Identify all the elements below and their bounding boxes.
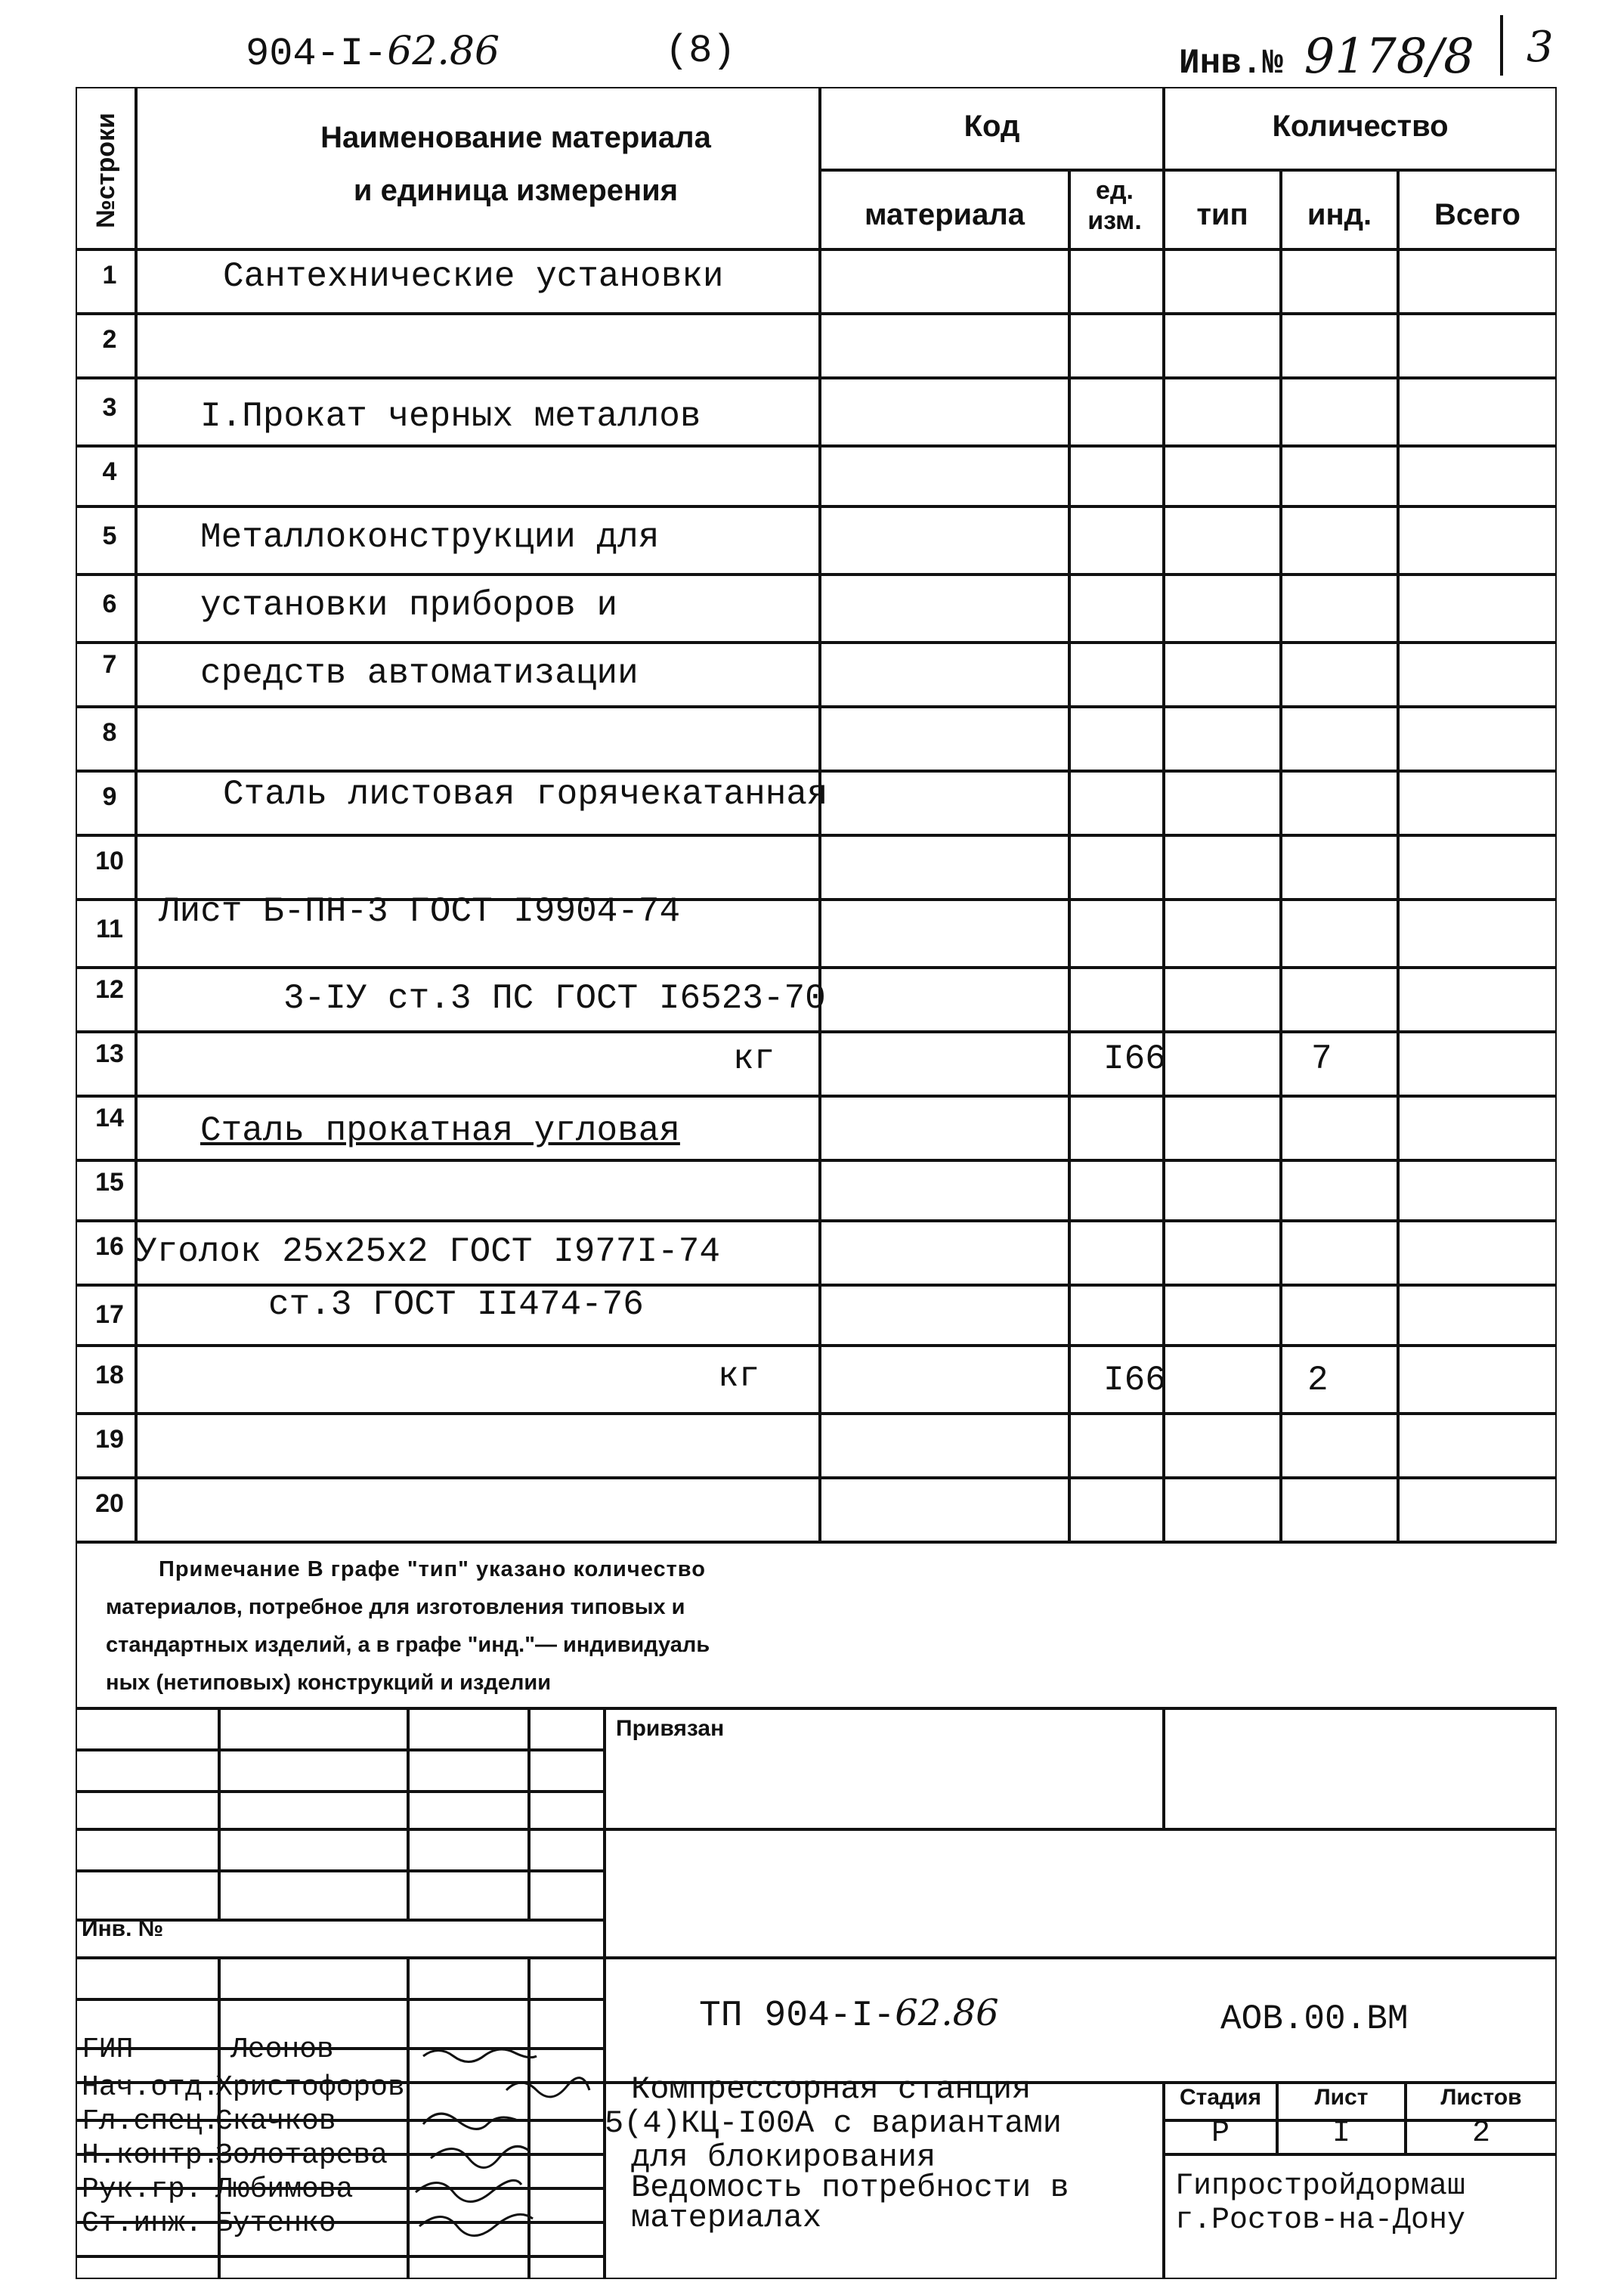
row-number: 19 xyxy=(95,1425,124,1454)
title-line: Компрессорная станция xyxy=(631,2071,1032,2108)
row-number: 9 xyxy=(102,782,117,811)
page-number: 3 xyxy=(1527,23,1554,72)
staff-name: Скачков xyxy=(215,2105,336,2138)
row-text: Сталь листовая горячекатанная xyxy=(223,775,828,814)
title-line: 5(4)КЦ-I00А с вариантами xyxy=(605,2105,1062,2142)
row-text: 3-IУ ст.3 ПС ГОСТ I6523-70 xyxy=(283,979,826,1018)
staff-name: Любимова xyxy=(215,2173,354,2206)
row-text: Лист Б-ПН-3 ГОСТ I9904-74 xyxy=(159,892,681,931)
doc-code-bottom: ТП 904-I-62.86 xyxy=(699,1992,999,2036)
row-text: Уголок 25х25х2 ГОСТ I977I-74 xyxy=(136,1232,720,1271)
inventory-label: Инв.№ xyxy=(1179,44,1284,83)
row-number: 15 xyxy=(95,1168,124,1197)
staff-role: Н.контр. xyxy=(82,2139,220,2172)
row-text: средств автоматизации xyxy=(200,654,639,693)
doc-code-hand: 62.86 xyxy=(387,29,500,74)
doc-code-prefix: 904-I- xyxy=(246,32,388,76)
staff-name: Христофоров xyxy=(215,2071,405,2104)
column-header-total: Всего xyxy=(1434,198,1520,231)
stage-label: Стадия xyxy=(1179,2085,1262,2110)
row-number: 6 xyxy=(102,590,117,618)
row-number: 4 xyxy=(102,457,117,486)
sheet-label: Лист xyxy=(1314,2085,1369,2110)
org-line: Гипростройдормаш xyxy=(1175,2170,1466,2204)
row-number: 18 xyxy=(95,1361,124,1389)
row-text: Сталь прокатная угловая xyxy=(200,1111,680,1151)
row-number: 3 xyxy=(102,393,117,422)
row-text: Сантехнические установки xyxy=(223,257,724,296)
row-text: ст.3 ГОСТ II474-76 xyxy=(268,1285,644,1324)
row-number: 20 xyxy=(95,1489,124,1518)
sheet-value: I xyxy=(1332,2117,1350,2151)
inventory-number xyxy=(1179,29,1474,85)
row-number: 10 xyxy=(95,847,124,875)
row-ind: 2 xyxy=(1307,1361,1329,1400)
sheets-value: 2 xyxy=(1471,2117,1490,2151)
staff-name: Золотарева xyxy=(215,2139,388,2172)
row-ind: 7 xyxy=(1311,1039,1332,1079)
column-header-qty: Количество xyxy=(1272,110,1449,143)
row-number: 11 xyxy=(96,915,123,943)
row-number: 5 xyxy=(102,522,117,550)
column-header-material: материала xyxy=(864,198,1025,231)
title-line: материалах xyxy=(631,2200,822,2236)
staff-role: Рук.гр. xyxy=(82,2173,203,2206)
row-number: 2 xyxy=(102,325,117,354)
row-text: Металлоконструкции для xyxy=(200,518,660,557)
column-header-name-1: Наименование материала xyxy=(320,121,711,154)
staff-role: Нач.отд. xyxy=(82,2071,220,2104)
sheets-label: Листов xyxy=(1440,2085,1522,2110)
row-code-unit: I66 xyxy=(1103,1361,1166,1400)
staff-name: Бутенко xyxy=(215,2207,336,2240)
staff-role: ГИП xyxy=(82,2033,134,2066)
note-line: ных (нетиповых) конструкций и изделии xyxy=(106,1671,552,1695)
stage-value: Р xyxy=(1211,2117,1230,2151)
inventory-value: 9178/8 xyxy=(1304,29,1474,85)
org-line: г.Ростов-на-Дону xyxy=(1175,2204,1466,2238)
row-number: 16 xyxy=(95,1232,124,1261)
note-line: Примечание В графе "тип" указано количество xyxy=(159,1557,706,1581)
row-number: 12 xyxy=(95,975,124,1004)
signatures xyxy=(408,2041,597,2241)
note-line: стандартных изделий, а в графе "инд."— индивидуаль xyxy=(106,1633,710,1657)
note-line: материалов, потребное для изготовления типовых и xyxy=(106,1595,685,1619)
header-divider xyxy=(1500,15,1503,76)
column-header-unit: ед. изм. xyxy=(1087,176,1142,235)
title-line: Ведомость потребности в xyxy=(631,2170,1069,2206)
column-header-code: Код xyxy=(964,110,1020,143)
row-unit: кг xyxy=(733,1039,775,1079)
row-number: 1 xyxy=(102,261,117,290)
column-header-ind: инд. xyxy=(1307,198,1372,231)
row-text: I.Прокат черных металлов xyxy=(200,397,701,436)
row-number: 8 xyxy=(102,718,117,747)
sheet-number: (8) xyxy=(665,29,736,73)
row-text: установки приборов и xyxy=(200,586,618,625)
row-number: 14 xyxy=(95,1104,124,1132)
row-number: 17 xyxy=(95,1300,124,1329)
staff-name: Леонов xyxy=(230,2033,334,2066)
doc-code-header xyxy=(246,29,500,76)
column-header-name-2: и единица измерения xyxy=(353,174,679,207)
row-number: 7 xyxy=(102,650,117,679)
inventory-label-bottom: Инв. № xyxy=(82,1916,164,1941)
column-header-rownum: №строки xyxy=(91,112,120,228)
row-code-unit: I66 xyxy=(1103,1039,1166,1079)
doc-mark: АОВ.00.ВМ xyxy=(1220,1999,1409,2039)
row-unit: кг xyxy=(718,1357,760,1396)
staff-role: Ст.инж. xyxy=(82,2207,203,2240)
column-header-type: тип xyxy=(1196,198,1248,231)
staff-role: Гл.спец. xyxy=(82,2105,220,2138)
title-line: для блокирования xyxy=(631,2139,936,2176)
privyazan-label: Привязан xyxy=(616,1716,725,1741)
row-number: 13 xyxy=(95,1039,124,1068)
